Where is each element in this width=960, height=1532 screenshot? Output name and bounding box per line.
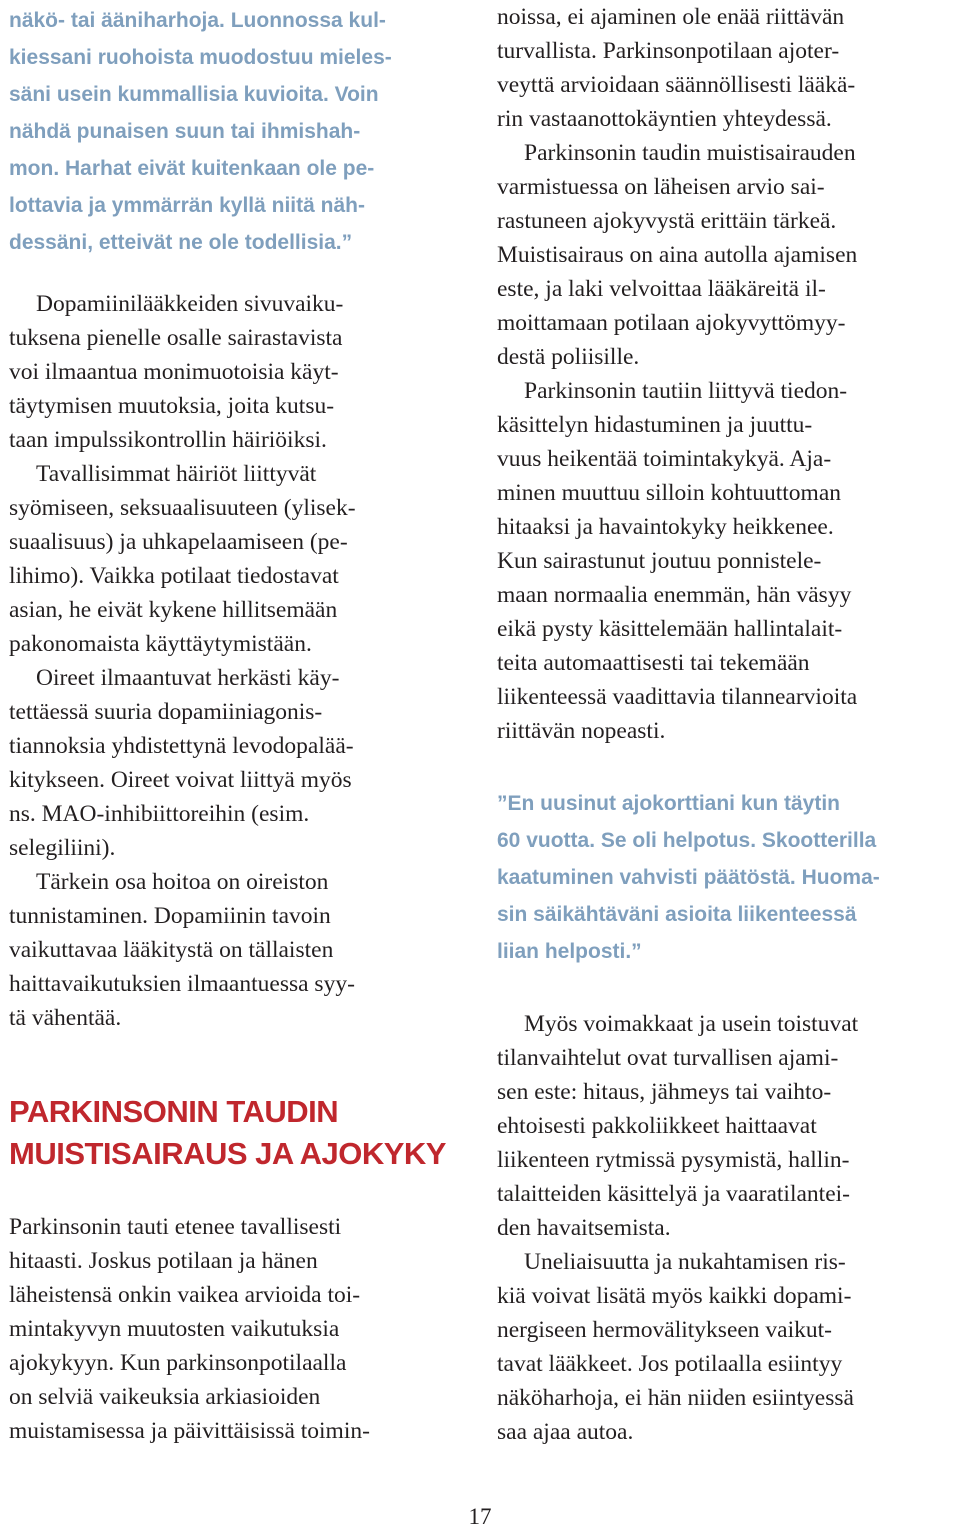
text-line: muistamisessa ja päivittäisissä toimin- [9, 1418, 370, 1444]
text-line: talaitteiden käsittelyä ja vaaratilantei- [497, 1181, 850, 1207]
text-line: destä poliisille. [497, 344, 640, 370]
paragraph [9, 865, 356, 1035]
text-line: mintakyvyn muutosten vaikutuksia [9, 1316, 340, 1342]
text-line: liikenteen rytmissä pysymistä, hallin- [497, 1147, 850, 1173]
text-line: sen este: hitaus, jähmeys tai vaihto- [497, 1079, 832, 1105]
text-line: Tavallisimmat häiriöt liittyvät [36, 461, 317, 487]
heading-line: PARKINSONIN TAUDIN [9, 1094, 339, 1129]
section-intro [9, 1210, 370, 1448]
text-line: rastuneen ajokyvystä erittäin tärkeä. [497, 208, 837, 234]
heading-line: MUISTISAIRAUS JA AJOKYKY [9, 1136, 446, 1171]
text-line: hitaaksi ja havaintokyky heikkenee. [497, 514, 834, 540]
text-line: den havaitsemista. [497, 1215, 671, 1241]
text-line: veyttä arvioidaan säännöllisesti lääkä- [497, 72, 856, 98]
text-line: turvallista. Parkinsonpotilaan ajoter- [497, 38, 840, 64]
quote-line: lottavia ja ymmärrän kyllä niitä näh- [9, 194, 365, 217]
body-text-left [9, 287, 356, 1035]
text-line: saa ajaa autoa. [497, 1419, 634, 1445]
paragraph [497, 374, 857, 748]
body-text-right-bottom [497, 1007, 858, 1449]
text-line: Myös voimakkaat ja usein toistuvat [524, 1011, 859, 1037]
quote-line: dessäni, etteivät ne ole todellisia.” [9, 231, 353, 254]
section-heading [9, 1091, 446, 1175]
paragraph [497, 136, 857, 374]
text-line: tilanvaihtelut ovat turvallisen ajami- [497, 1045, 839, 1071]
text-line: este, ja laki velvoittaa lääkäreitä il- [497, 276, 826, 302]
quote-line: säni usein kummallisia kuvioita. Voin [9, 83, 379, 106]
quote-line: sin säikähtäväni asioita liikenteessä [497, 903, 857, 926]
text-line: pakonomaista käyttäytymistään. [9, 631, 312, 657]
text-line: suaalisuus) ja uhkapelaamiseen (pe- [9, 529, 348, 555]
paragraph [9, 287, 356, 457]
text-line: kitykseen. Oireet voivat liittyä myös [9, 767, 352, 793]
paragraph [497, 1245, 858, 1449]
text-line: taan impulssikontrollin häiriöiksi. [9, 427, 327, 453]
text-line: teita automaattisesti tai tekemään [497, 650, 810, 676]
page-number: 17 [468, 1504, 492, 1529]
text-line: hitaasti. Joskus potilaan ja hänen [9, 1248, 318, 1274]
text-line: minen muuttuu silloin kohtuuttoman [497, 480, 842, 506]
paragraph [9, 661, 356, 865]
text-line: Parkinsonin taudin muistisairauden [524, 140, 856, 166]
text-line: tuksena pienelle osalle sairastavista [9, 325, 343, 351]
text-line: eikä pysty käsittelemään hallintalait- [497, 616, 843, 642]
text-line: ajokykyyn. Kun parkinsonpotilaalla [9, 1350, 347, 1376]
text-line: ehtoisesti pakkoliikkeet haittaavat [497, 1113, 817, 1139]
text-line: rin vastaanottokäyntien yhteydessä. [497, 106, 832, 132]
text-line: Parkinsonin tautiin liittyvä tiedon- [524, 378, 848, 404]
text-line: tavat lääkkeet. Jos potilaalla esiintyy [497, 1351, 843, 1377]
text-line: Uneliaisuutta ja nukahtamisen ris- [524, 1249, 846, 1275]
text-line: nergiseen hermovälitykseen vaikut- [497, 1317, 832, 1343]
text-line: Oireet ilmaantuvat herkästi käy- [36, 665, 340, 691]
text-line: läheistensä onkin vaikea arvioida toi- [9, 1282, 361, 1308]
text-line: tunnistaminen. Dopamiinin tavoin [9, 903, 331, 929]
text-line: riittävän nopeasti. [497, 718, 666, 744]
text-line: vuus heikentää toimintakykyä. Aja- [497, 446, 832, 472]
patient-quote-top [9, 2, 392, 261]
text-line: lihimo). Vaikka potilaat tiedostavat [9, 563, 339, 589]
text-line: täytymisen muutoksia, joita kutsu- [9, 393, 335, 419]
text-line: moittamaan potilaan ajokyvyttömyy- [497, 310, 846, 336]
quote-line: ”En uusinut ajokorttiani kun täytin [497, 792, 841, 815]
text-line: noissa, ei ajaminen ole enää riittävän [497, 4, 845, 30]
text-line: Parkinsonin tauti etenee tavallisesti [9, 1214, 342, 1240]
quote-line: liian helposti.” [497, 940, 642, 963]
text-line: kiä voivat lisätä myös kaikki dopami- [497, 1283, 852, 1309]
paragraph [9, 457, 356, 661]
text-line: käsittelyn hidastuminen ja juuttu- [497, 412, 813, 438]
body-text-right-top [497, 0, 857, 748]
quote-line: mon. Harhat eivät kuitenkaan ole pe- [9, 157, 375, 180]
text-line: tä vähentää. [9, 1005, 122, 1031]
text-line: syömiseen, seksuaalisuuteen (ylisek- [9, 495, 356, 521]
paragraph [497, 1007, 858, 1245]
text-line: asian, he eivät kykene hillitsemään [9, 597, 338, 623]
text-line: vaikuttavaa lääkitystä on tällaisten [9, 937, 334, 963]
paragraph [497, 0, 857, 136]
text-line: selegiliini). [9, 835, 116, 861]
text-line: haittavaikutuksien ilmaantuessa syy- [9, 971, 355, 997]
text-line: Kun sairastunut joutuu ponnistele- [497, 548, 822, 574]
text-line: liikenteessä vaadittavia tilannearvioita [497, 684, 858, 710]
text-line: tiannoksia yhdistettynä levodopalää- [9, 733, 354, 759]
text-line: maan normaalia enemmän, hän väsyy [497, 582, 852, 608]
text-line: Dopamiinilääkkeiden sivuvaiku- [36, 291, 344, 317]
quote-line: kiessani ruohoista muodostuu mieles- [9, 46, 392, 69]
text-line: varmistuessa on läheisen arvio sai- [497, 174, 825, 200]
text-line: voi ilmaantua monimuotoisia käyt- [9, 359, 339, 385]
text-line: ns. MAO-inhibiittoreihin (esim. [9, 801, 310, 827]
quote-line: näkö- tai ääniharhoja. Luonnossa kul- [9, 9, 386, 32]
text-line: näköharhoja, ei hän niiden esiintyessä [497, 1385, 854, 1411]
patient-quote-bottom [497, 785, 880, 970]
text-line: Muistisairaus on aina autolla ajamisen [497, 242, 858, 268]
text-line: Tärkein osa hoitoa on oireiston [36, 869, 329, 895]
quote-line: 60 vuotta. Se oli helpotus. Skootterilla [497, 829, 877, 852]
text-line: tettäessä suuria dopamiiniagonis- [9, 699, 323, 725]
text-line: on selviä vaikeuksia arkiasioiden [9, 1384, 321, 1410]
quote-line: nähdä punaisen suun tai ihmishah- [9, 120, 361, 143]
quote-line: kaatuminen vahvisti päätöstä. Huoma- [497, 866, 880, 889]
